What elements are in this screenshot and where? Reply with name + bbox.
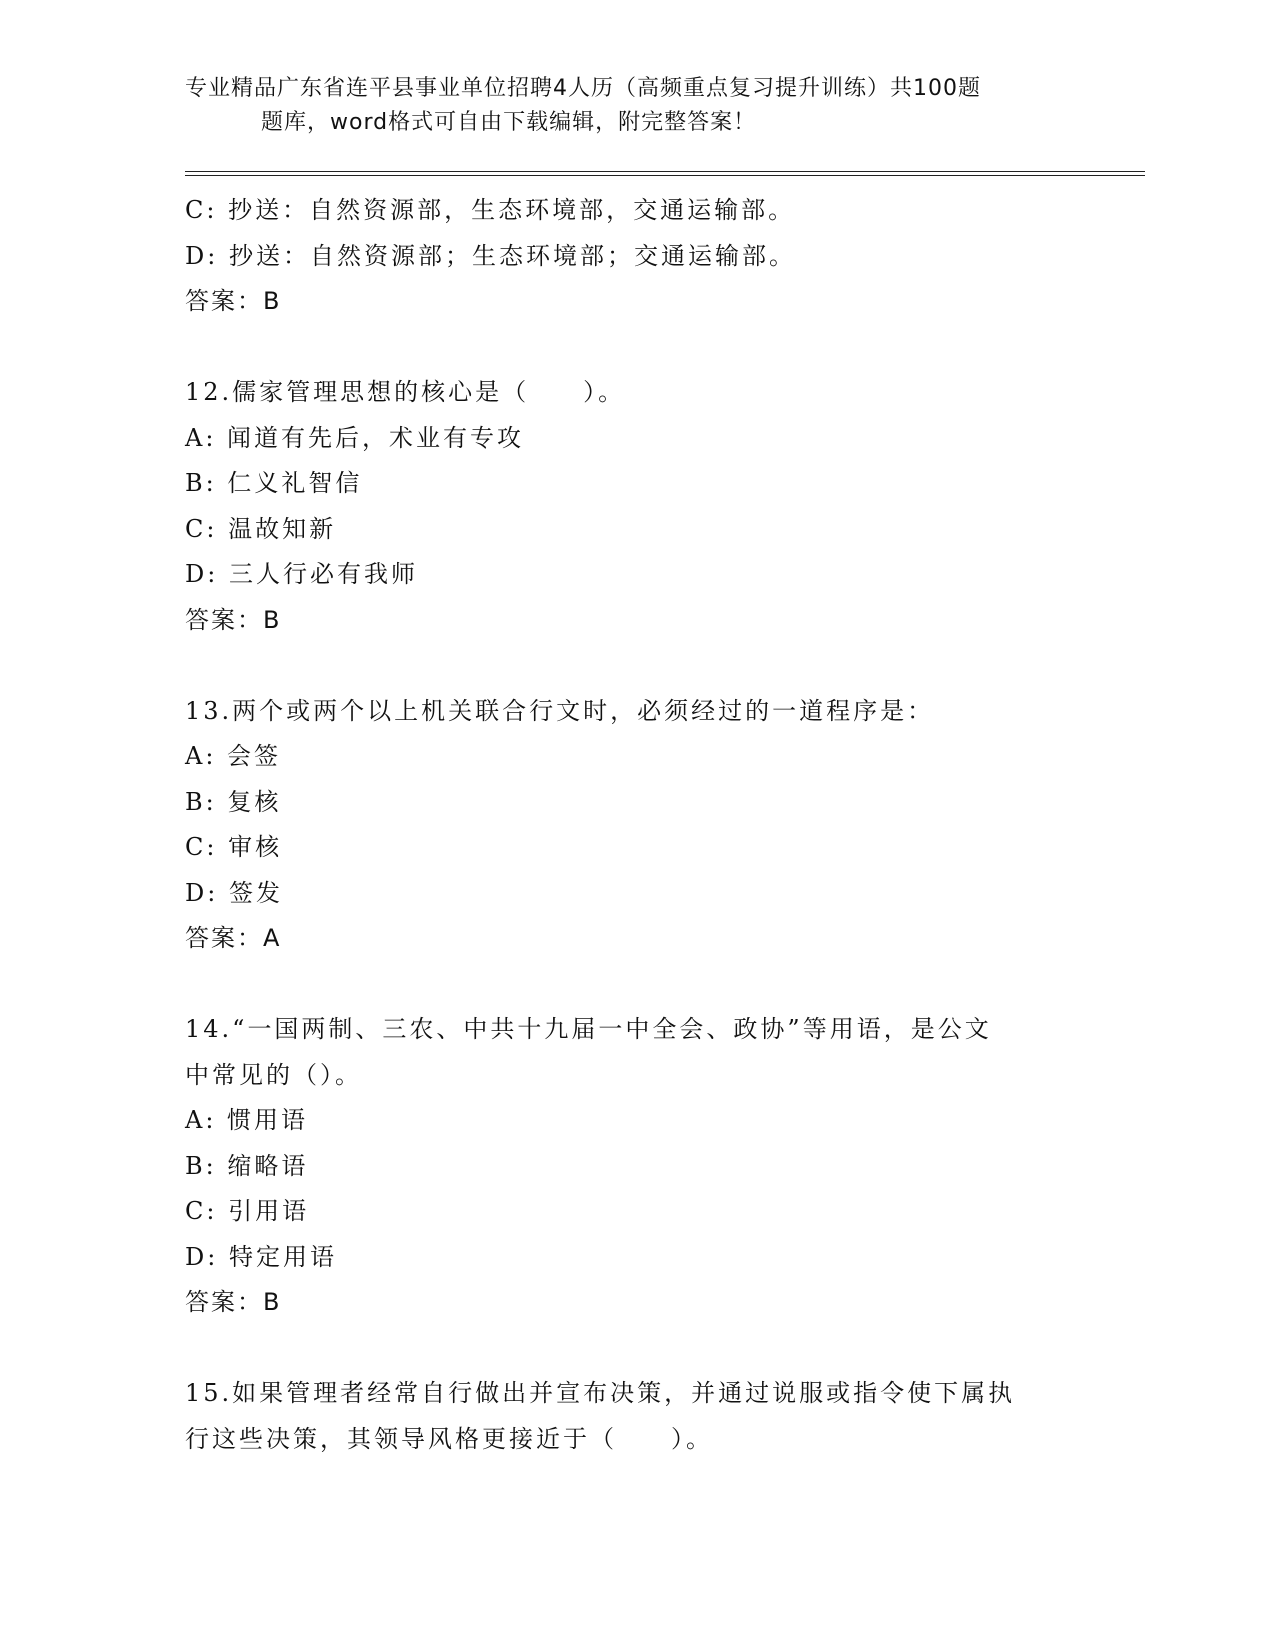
option-a: A: 会签 [185, 742, 282, 770]
question-text-line-2: 行这些决策，其领导风格更接近于（ ）。 [185, 1424, 713, 1453]
question-text: 13.两个或两个以上机关联合行文时，必须经过的一道程序是： [185, 696, 935, 725]
question-13 [185, 689, 1085, 962]
header-title-line-2: 题库，word格式可自由下载编辑，附完整答案！ [261, 110, 757, 135]
option-b: B: 仁义礼智信 [185, 469, 363, 497]
header-rule-bottom [185, 175, 1145, 176]
option-c: C: 引用语 [185, 1197, 310, 1225]
answer: 答案：B [185, 605, 282, 634]
option-b: B: 缩略语 [185, 1151, 309, 1180]
option-b: B: 复核 [185, 787, 282, 816]
header-title-line-1: 专业精品广东省连平县事业单位招聘4人历（高频重点复习提升训练）共100题 [185, 76, 981, 101]
question-12 [185, 370, 1085, 643]
question-text-line-1: 15.如果管理者经常自行做出并宣布决策，并通过说服或指令使下属执 [185, 1379, 1016, 1407]
document-header [185, 72, 1085, 140]
option-a: A: 闻道有先后，术业有专攻 [185, 423, 525, 452]
question-14 [185, 1007, 1085, 1326]
answer: 答案：B [185, 1288, 282, 1316]
question-15 [185, 1371, 1085, 1462]
option-c: C: 审核 [185, 833, 283, 861]
option-a: A: 惯用语 [185, 1106, 309, 1134]
option-c: C: 抄送：自然资源部，生态环境部，交通运输部。 [185, 196, 796, 224]
option-d: D: 特定用语 [185, 1242, 337, 1271]
option-d: D: 签发 [185, 878, 283, 907]
question-text: 12.儒家管理思想的核心是（ ）。 [185, 378, 626, 406]
option-c: C: 温故知新 [185, 514, 337, 543]
question-text-line-1: 14.“一国两制、三农、中共十九届一中全会、政协”等用语，是公文 [185, 1015, 992, 1043]
question-list [185, 188, 1085, 1462]
option-d: D: 三人行必有我师 [185, 560, 418, 588]
option-d: D: 抄送：自然资源部；生态环境部；交通运输部。 [185, 241, 796, 270]
answer: 答案：B [185, 287, 282, 315]
question-text-line-2: 中常见的（）。 [185, 1060, 362, 1089]
answer: 答案：A [185, 924, 282, 952]
question-11-continued [185, 188, 1085, 325]
header-rule-top [185, 171, 1145, 172]
